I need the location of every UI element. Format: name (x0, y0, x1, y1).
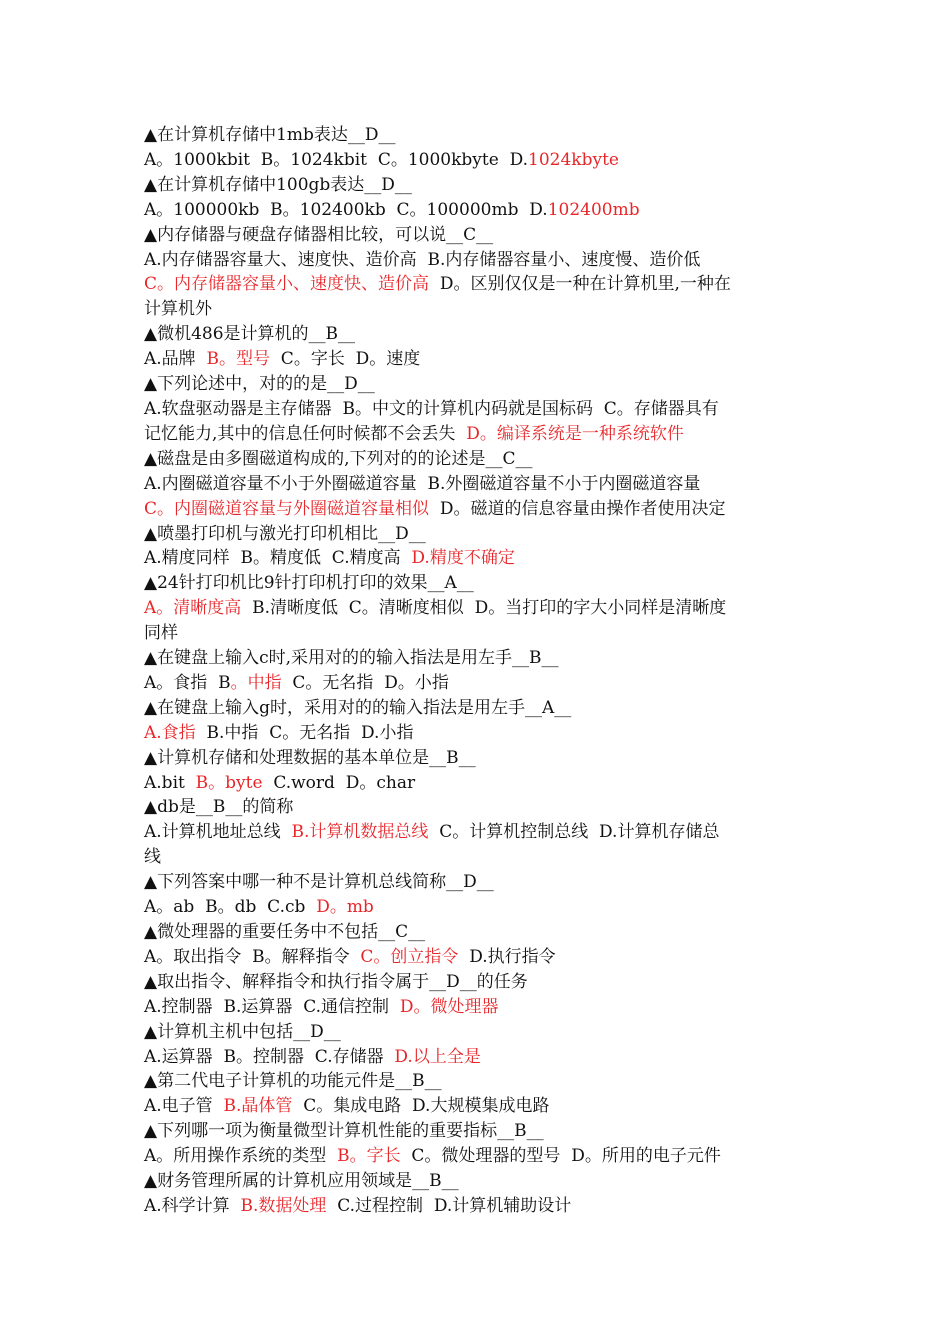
line-text: A.内圈磁道容量不小于外圈磁道容量 B.外圈磁道容量不小于内圈磁道容量 (144, 473, 701, 494)
line-text: A.内存储器容量大、速度快、造价高 B.内存储器容量小、速度慢、造价低 (144, 249, 701, 270)
question-line (144, 920, 812, 945)
line-text: ▲在计算机存储中100gb表达__D__ (144, 174, 412, 195)
line-text: D。磁道的信息容量由操作者使用决定 (429, 498, 726, 519)
question-line (144, 123, 812, 148)
options-line (144, 895, 812, 920)
line-text: C。集成电路 D.大规模集成电路 (292, 1096, 550, 1117)
options-line (144, 297, 812, 322)
answer-text: B.计算机数据总线 (291, 822, 429, 843)
options-line (144, 497, 812, 522)
answer-text: C。创立指令 (360, 946, 459, 967)
line-text: 记忆能力,其中的信息任何时候都不会丢失 (144, 423, 467, 444)
question-line (144, 970, 812, 995)
line-text: ▲磁盘是由多圈磁道构成的,下列对的的论述是__C__ (144, 448, 533, 469)
line-text: ▲在计算机存储中1mb表达__D__ (144, 125, 396, 145)
line-text: A.电子管 (144, 1096, 224, 1117)
line-text: A.软盘驱动器是主存储器 B。中文的计算机内码就是国标码 C。存储器具有 (144, 398, 719, 419)
line-text: A.精度同样 B。精度低 C.精度高 (144, 548, 412, 569)
line-text: ▲微机486是计算机的__B__ (144, 324, 356, 345)
options-line (144, 596, 812, 621)
line-text: ▲内存储器与硬盘存储器相比较，可以说__C__ (144, 224, 494, 245)
answer-text: B。byte (195, 772, 263, 793)
answer-text: D.以上全是 (394, 1046, 481, 1067)
options-line (144, 721, 812, 746)
options-line (144, 820, 812, 845)
options-line (144, 397, 812, 422)
answer-text: D。编译系统是一种系统软件 (466, 423, 684, 444)
answer-text: B.数据处理 (240, 1195, 327, 1216)
options-line (144, 845, 812, 870)
line-text: A.科学计算 (144, 1195, 241, 1216)
question-line (144, 1020, 812, 1045)
line-text: ▲取出指令、解释指令和执行指令属于__D__的任务 (144, 971, 528, 992)
line-text: ▲在键盘上输入c时,采用对的的输入指法是用左手__B__ (144, 648, 559, 669)
line-text: ▲喷墨打印机与激光打印机相比__D__ (144, 523, 426, 544)
line-text: ▲在键盘上输入g时，采用对的的输入指法是用左手__A__ (144, 697, 572, 718)
options-line (144, 472, 812, 497)
question-line (144, 746, 812, 771)
line-text: A。取出指令 B。解释指令 (144, 946, 361, 967)
line-text: 同样 (144, 623, 178, 644)
answer-text: D。微处理器 (399, 996, 499, 1017)
line-text: ▲下列论述中，对的的是__D__ (144, 374, 375, 395)
line-text: C。计算机控制总线 D.计算机存储总 (428, 822, 720, 843)
line-text: C.过程控制 D.计算机辅助设计 (326, 1195, 572, 1216)
options-line (144, 347, 812, 372)
answer-text: 。中指 (230, 672, 282, 693)
question-line (144, 571, 812, 596)
options-line (144, 198, 812, 223)
line-text: 线 (144, 847, 161, 868)
question-line (144, 870, 812, 895)
answer-text: B。字长 (337, 1146, 401, 1167)
line-text: A。1000kbit B。1024kbit C。1000kbyte D. (144, 149, 529, 170)
line-text: ▲计算机主机中包括__D__ (144, 1021, 341, 1042)
options-line (144, 621, 812, 646)
options-line (144, 1144, 812, 1169)
line-text: A。100000kb B。102400kb C。100000mb D. (144, 199, 548, 220)
line-text: C。字长 D。速度 (270, 349, 421, 370)
answer-text: C。内圈磁道容量与外圈磁道容量相似 (144, 498, 430, 519)
line-text: ▲下列哪一项为衡量微型计算机性能的重要指标__B__ (144, 1121, 544, 1142)
line-text: A。ab B。db C.cb (144, 897, 317, 918)
answer-text: A。清晰度高 (144, 598, 242, 619)
line-text: ▲24针打印机比9针打印机打印的效果__A__ (144, 573, 474, 594)
question-line (144, 696, 812, 721)
question-line (144, 522, 812, 547)
line-text: A.计算机地址总线 (144, 822, 292, 843)
options-line (144, 671, 812, 696)
document-body (144, 123, 812, 1219)
question-line (144, 223, 812, 248)
options-line (144, 546, 812, 571)
options-line (144, 1194, 812, 1219)
question-line (144, 447, 812, 472)
line-text: ▲db是__B__的简称 (144, 797, 294, 818)
answer-text: C。内存储器容量小、速度快、造价高 (144, 274, 430, 295)
question-line (144, 322, 812, 347)
options-line (144, 272, 812, 297)
line-text: A.运算器 B。控制器 C.存储器 (144, 1046, 395, 1067)
question-line (144, 1119, 812, 1144)
question-line (144, 646, 812, 671)
answer-text: B.晶体管 (223, 1096, 293, 1117)
line-text: D.执行指令 (458, 946, 556, 967)
options-line (144, 248, 812, 273)
line-text: D。区别仅仅是一种在计算机里,一种在 (429, 274, 731, 295)
question-line (144, 1069, 812, 1094)
answer-text: 102400mb (547, 199, 640, 220)
question-line (144, 372, 812, 397)
options-line (144, 945, 812, 970)
options-line (144, 422, 812, 447)
question-line (144, 173, 812, 198)
answer-text: D。mb (316, 897, 374, 918)
line-text: ▲第二代电子计算机的功能元件是__B__ (144, 1071, 442, 1092)
line-text: A.品牌 (144, 349, 207, 370)
options-line (144, 995, 812, 1020)
line-text: B.中指 C。无名指 D.小指 (195, 722, 414, 743)
line-text: A。所用操作系统的类型 (144, 1146, 338, 1167)
options-line (144, 771, 812, 796)
line-text: 计算机外 (144, 299, 212, 320)
answer-text: B。型号 (206, 349, 270, 370)
options-line (144, 1045, 812, 1070)
question-line (144, 795, 812, 820)
line-text: ▲财务管理所属的计算机应用领域是__B__ (144, 1171, 459, 1192)
options-line (144, 148, 812, 173)
line-text: A.bit (144, 772, 196, 793)
answer-text: 1024kbyte (528, 149, 619, 170)
answer-text: D.精度不确定 (411, 548, 515, 569)
line-text: ▲计算机存储和处理数据的基本单位是__B__ (144, 747, 476, 768)
options-line (144, 1094, 812, 1119)
line-text: C。微处理器的型号 D。所用的电子元件 (400, 1146, 721, 1167)
line-text: A.控制器 B.运算器 C.通信控制 (144, 996, 400, 1017)
line-text: B.清晰度低 C。清晰度相似 D。当打印的字大小同样是清晰度 (241, 598, 727, 619)
answer-text: A.食指 (144, 722, 196, 743)
line-text: C。无名指 D。小指 (281, 672, 449, 693)
line-text: ▲下列答案中哪一种不是计算机总线简称__D__ (144, 872, 494, 893)
question-line (144, 1169, 812, 1194)
line-text: C.word D。char (262, 772, 416, 793)
line-text: ▲微处理器的重要任务中不包括__C__ (144, 922, 426, 942)
line-text: A。食指 B (144, 672, 231, 693)
